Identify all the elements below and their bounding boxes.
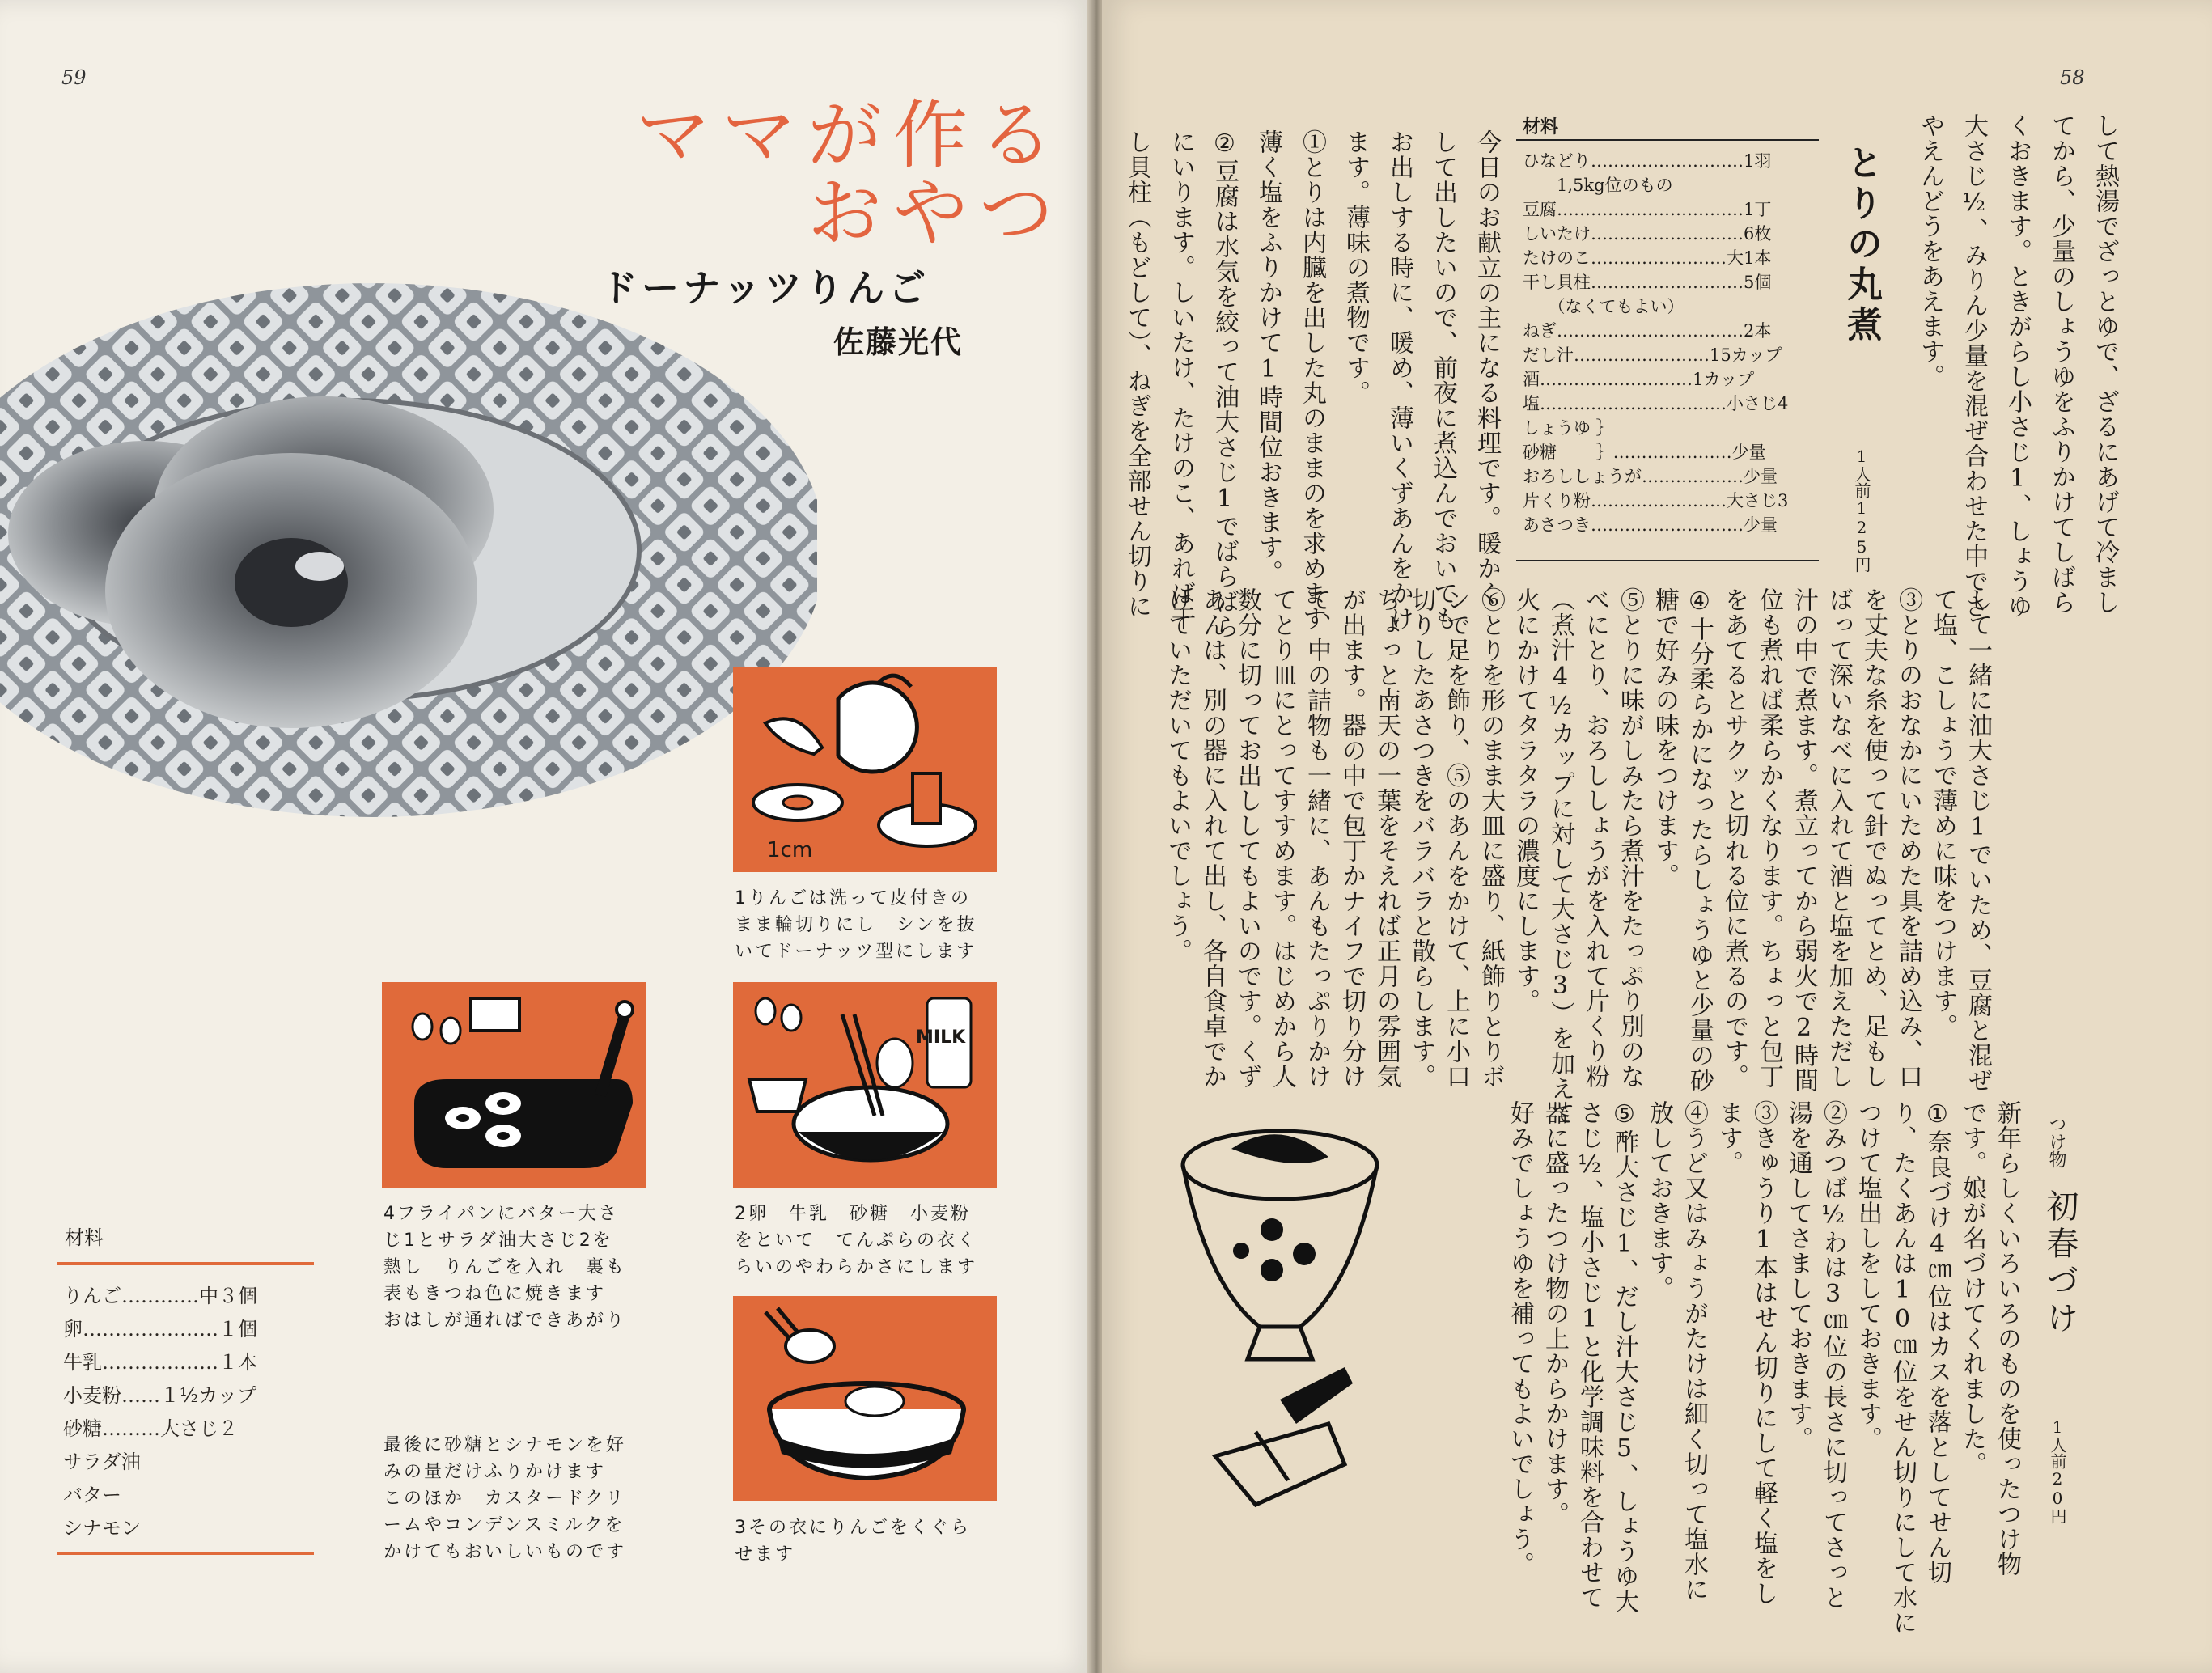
illustration-step4 [382, 982, 646, 1188]
materials-title: 材料 [1523, 116, 1559, 138]
illustration-step2 [733, 982, 997, 1188]
left-page [0, 0, 1094, 1673]
recipe2-kicker: つけ物 [2046, 1115, 2066, 1168]
recipe1-serving: 1人前125円 [1852, 447, 1871, 573]
step3-caption: 3その衣にりんごをくぐら せます [735, 1518, 971, 1565]
ingredients-title: 材料 [65, 1226, 104, 1249]
recipe2-serving: 1人前20円 [2048, 1417, 2067, 1524]
recipe1-text-upper: 今日のお献立の主になる料理です。暖かく して出したいので、前夜に煮込んでおいても お出しする時に、暖め、薄いくずあんをかけ ます。薄味の煮物です。 ①とりは内臓を出した丸のままのを求めます 薄く塩をふりかけて1時間位おきます。 ②豆腐は水気を絞って油大さじ1でばらばら にいります。しいたけ、たけのこ、あれば干 し貝柱（もどして）、ねぎを全部せん切りに [1123, 129, 1501, 639]
recipe2-title: 初春づけ [2041, 1189, 2079, 1338]
materials-box [1516, 113, 1819, 570]
recipe2-text: 新年らしくいろいろのものを使ったつけ物 です。娘が名づけてくれました。 ①奈良づけ4㎝位はカスを落としてせん切 り、たくあんは10㎝位をせん切りにして水に つけて塩出しをしておきます。 ②みつば½わは3㎝位の長さに切ってさっと 湯を通してさましておきます。 ③きゅうり1本はせん切りにして軽く塩をし ます。 ④うど又はみょうがたけは細く切って塩水に 放しておきます。 ⑤酢大さじ1、だし汁大さじ5、しょうゆ大 さじ½、塩小さじ1と化学調味料を合わせて 器に盛ったつけ物の上からかけます。 好みでしょうゆを補ってもよいでしょう。 [1506, 1100, 2021, 1635]
step1-caption: 1りんごは洗って皮付きの まま輪切りにし シンを抜 いてドーナッツ型にします [735, 888, 977, 962]
illustration-step1 [733, 667, 997, 872]
page-number-right: 58 [2060, 66, 2085, 89]
step4-caption: 4フライパンにバター大さ じ1とサラダ油大さじ2を 熱し りんごを入れ 裏も 表もきつね色に焼きます おはしが通ればできあがり [383, 1204, 627, 1331]
recipe-title: ドーナッツりんご [600, 266, 930, 310]
page-title-line1: ママが作る [635, 92, 1065, 179]
pickle-bowl-illustration [1167, 1108, 1393, 1529]
ingredients-list: りんご…………中３個 卵…………………１個 牛乳………………１本 小麦粉……１½カップ 砂糖………大さじ２ サラダ油 バター シナモン [63, 1285, 257, 1540]
ingredients-bottom-rule [57, 1552, 314, 1555]
previous-recipe-text: して熱湯でざっとゆで、ざるにあげて冷まし てから、少量のしょうゆをふりかけてしばら くおきます。ときがらし小さじ1、しょうゆ 大さじ½、みりん少量を混ぜ合わせた中でさ やえんどうをあえます。 [1916, 113, 2119, 619]
donut-photo [0, 243, 817, 890]
materials-top-rule [1516, 139, 1819, 141]
materials-list: ひなどり………………………1羽 1,5kg位のもの 豆腐……………………………1丁 しいたけ………………………6枚 たけのこ……………………大1本 干し貝柱………………………5個 （なくてもよい） ねぎ……………………………2本 だし汁……………………15カップ 酒………………………1カップ 塩……………………………小さじ4 しょうゆ ｝ 砂糖 ｝…………………少量 おろししょうが………………少量 片くり粉……………………大さじ3 あさつき………………………少量 [1523, 151, 1789, 535]
materials-bottom-rule [1516, 560, 1819, 561]
recipe1-title: とりの丸煮 [1841, 144, 1882, 346]
page-number-left: 59 [61, 66, 87, 89]
page-title-line2: おやつ [807, 170, 1065, 256]
step2-caption: 2卵 牛乳 砂糖 小麦粉 をといて てんぷらの衣く らいのやわらかさにします [735, 1204, 978, 1277]
right-page [1102, 0, 2212, 1673]
illustration-step3 [733, 1296, 997, 1501]
ingredients-top-rule [57, 1262, 314, 1265]
recipe1-text-lower: して一緒に油大さじ1でいため、豆腐と混ぜ て塩、こしょうで薄めに味をつけます。 ③とりのおなかにいためた具を詰め込み、口 を丈夫な糸を使って針でぬってとめ、足もし ばって深いなべに入れて酒と塩を加えただし 汁の中で煮ます。煮立ってから弱火で2時間 位も煮れば柔らかくなります。ちょっと包丁 をあてるとサクッと切れる位に煮るのです。 ④十分柔らかになったらしょうゆと少量の砂 糖で好みの味をつけます。 ⑤とりに味がしみたら煮汁をたっぷり別のな べにとり、おろししょうがを入れて片くり粉 （煮汁4½カップに対して大さじ3）を加えて 火にかけてタラタラの濃度にします。 ⑥とりを形のまま大皿に盛り、紙飾りとりボ ンで足を飾り、⑤のあんをかけて、上に小口 切りしたあさつきをバラバラと散らします。 ちょっと南天の一葉をそえれば正月の雰囲気 が出ます。器の中で包丁かナイフで切り分け て、中の詰物も一緒に、あんもたっぷりかけ てとり皿にとってすすめます。はじめから人 数分に切ってお出ししてもよいのです。くず あんは、別の器に入れて出し、各自食卓でか けていただいてもよいでしょう。 [1163, 587, 1992, 1126]
final-caption: 最後に砂糖とシナモンを好 みの量だけふりかけます このほか カスタードクリ ームやコンデンスミルクを かけてもおいしいものです [383, 1435, 627, 1562]
author-name: 佐藤光代 [833, 324, 964, 360]
milk-label: MILK [916, 1027, 966, 1048]
one-cm-label: 1cm [767, 838, 813, 862]
